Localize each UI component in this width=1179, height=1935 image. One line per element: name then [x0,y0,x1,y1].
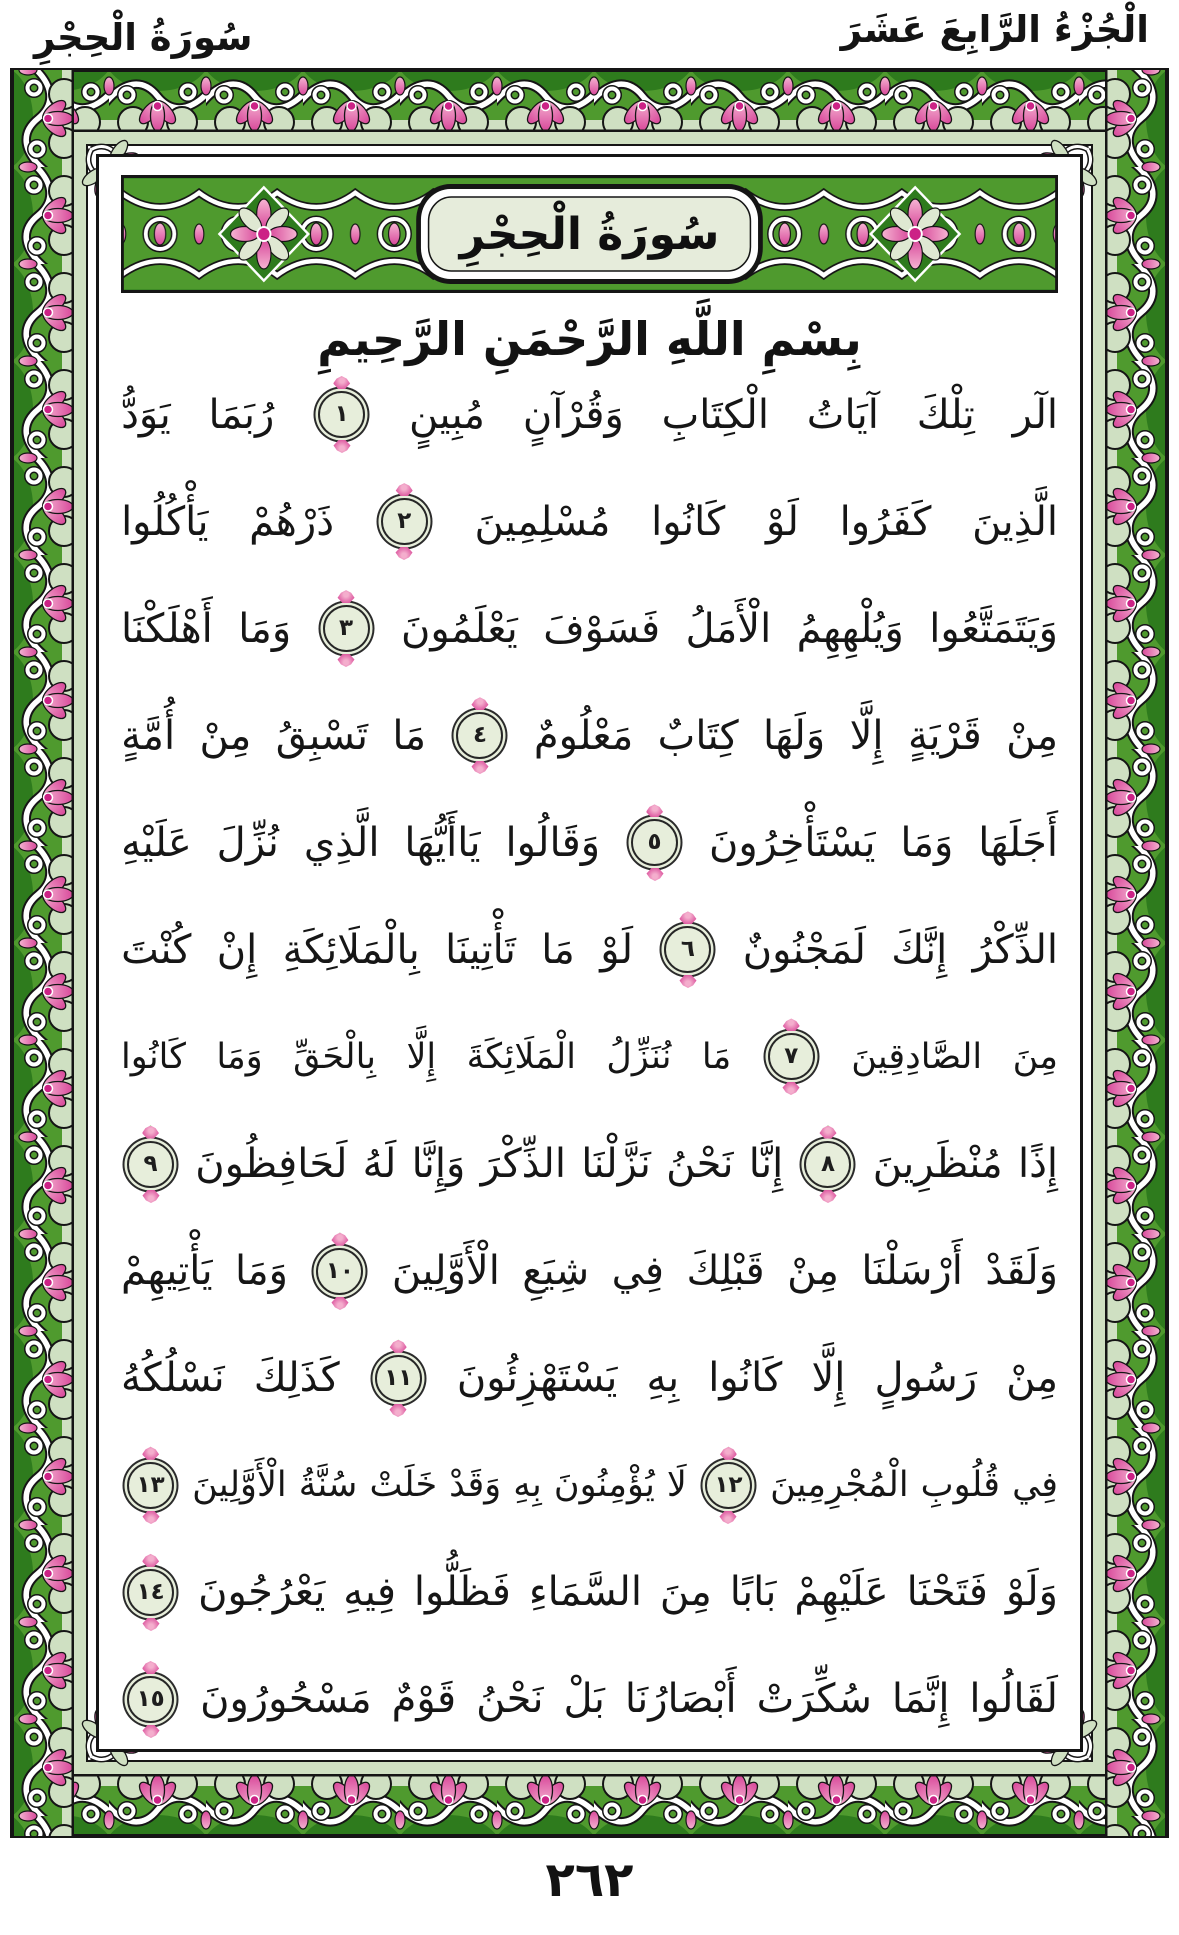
quran-word: كَذَلِكَ [253,1355,340,1402]
ayah-number: ١٣ [136,1471,165,1498]
quran-word: لَهُ [362,1141,397,1188]
surah-title-banner [121,175,1058,293]
quran-word: يَعْلَمُونَ [400,605,518,652]
quran-word: الْمُجْرِمِينَ [770,1465,909,1506]
quran-word: وَقَالُوا [505,819,601,866]
quran-line [121,1676,1058,1723]
quran-word: الْأَوَّلِينَ [391,1248,500,1295]
quran-line [121,1355,1058,1402]
quran-word: تَسْبِقُ [275,712,369,759]
border-band-right-ornament-icon [1105,70,1167,1836]
quran-word: الْمَلَائِكَةَ [466,1036,576,1077]
quran-word: وَلَقَدْ [985,1248,1058,1295]
quran-word: عَلَيْهِ [121,819,192,866]
quran-word: أَجَلَهَا [978,819,1058,866]
quran-word: إِنَّمَا [891,1676,950,1723]
ayah-number: ١٥ [136,1685,165,1712]
quran-word: لَمَجْنُونٌ [742,926,866,973]
quran-word: قُلُوبِ [920,1465,1000,1506]
quran-word: وَيُلْهِهِمُ [796,605,904,652]
quran-line [121,1248,1058,1295]
quran-word: يَعْرُجُونَ [198,1569,326,1616]
quran-word: تِلْكَ [916,391,975,438]
quran-word: الْكِتَابِ [661,391,769,438]
quran-word: وَمَا [238,605,292,652]
quran-line [121,926,1058,973]
quran-word: يَسْتَهْزِئُونَ [456,1355,618,1402]
quran-word: مَا [392,712,427,759]
quran-line [121,391,1058,438]
quran-word: بَابًا [729,1569,777,1616]
ayah-marker [127,1141,174,1188]
ayah-marker [127,1676,174,1723]
bismillah: بِسْمِ اللَّهِ الرَّحْمَنِ الرَّحِيمِ [317,312,862,366]
quran-word: إِذًا [1017,1141,1058,1188]
ayah-marker [127,1462,174,1509]
ayah-marker [631,819,678,866]
quran-word: نَسْلُكُهُ [121,1355,225,1402]
ayah-marker [768,1033,815,1080]
ayah-marker [318,391,365,438]
quran-word: فَسَوْفَ [543,605,661,652]
quran-word: وَإِنَّا [411,1141,466,1188]
quran-word: سُنَّةُ [298,1465,358,1506]
quran-word: مِنْ [787,1248,839,1295]
ayah-number: ٩ [143,1150,158,1177]
quran-word: مِنَ [1012,1036,1058,1077]
quran-word: مُبِينٍ [408,391,485,438]
quran-line [121,498,1058,545]
quran-word: مُسْلِمِينَ [474,498,611,545]
quran-word: وَلَوْ [1005,1569,1058,1616]
quran-word: كُنْتَ [121,926,192,973]
quran-word: يَسْتَأْخِرُونَ [708,819,876,866]
page-header [34,2,1149,64]
page-number: ٢٦٢ [545,1852,634,1908]
quran-word: بِهِ [513,1465,542,1506]
ayah-number: ٥ [647,829,662,856]
quran-word: فِي [1012,1465,1058,1506]
quran-word: أُمَّةٍ [121,712,176,759]
quran-word: فِي [611,1248,665,1295]
ayah-number: ١١ [384,1364,413,1391]
quran-word: يُؤْمِنُونَ [553,1465,655,1506]
quran-line [121,1033,1058,1080]
quran-word: الْأَمَلُ [685,605,772,652]
quran-word: نَزَّلْنَا [581,1141,651,1188]
ayah-number: ٨ [820,1150,836,1177]
ayah-number: ١٤ [136,1578,165,1605]
ayah-number: ١٠ [325,1257,354,1284]
quran-word: مَعْلُومٌ [533,712,634,759]
border-band-left-ornament-icon [12,70,74,1836]
quran-word: إِنَّكَ [891,926,948,973]
quran-word: مَا [701,1036,732,1077]
quran-word: الذِّكْرَ [480,1141,566,1188]
ayah-marker [375,1355,422,1402]
ayah-number: ٣ [339,615,354,642]
ornamental-frame [10,68,1169,1838]
quran-word: كَانُوا [651,498,726,545]
quran-word: مَا [541,926,575,973]
ayah-marker [316,1248,363,1295]
quran-word: كَانُوا [121,1036,186,1077]
quran-word: أَهْلَكْنَا [121,605,213,652]
surah-title: سُورَةُ الْحِجْرِ [459,208,720,260]
quran-word: وَقَدْ [449,1465,502,1506]
quran-word: مِنَ [659,1569,712,1616]
ayah-number: ١٢ [714,1471,743,1498]
quran-word: رَسُولٍ [874,1355,978,1402]
quran-line [121,1462,1058,1509]
quran-word: فَتَحْنَا [906,1569,988,1616]
quran-word: لَا [666,1465,687,1506]
ayah-number: ٦ [680,936,695,963]
quran-word: إِلَّا [406,1036,437,1077]
quran-word: نَحْنُ [666,1141,734,1188]
quran-word: آيَاتُ [806,391,879,438]
ayah-marker [323,605,370,652]
quran-word: قَرْيَةٍ [907,712,982,759]
ayah-number: ٧ [784,1043,799,1070]
quran-word: كَفَرُوا [839,498,932,545]
quran-word: يَأْكُلُوا [121,498,209,545]
quran-lines [115,385,1064,1741]
border-band-top-ornament-icon [12,70,1167,132]
juz-title: الْجُزْءُ الرَّابِعَ عَشَرَ [840,8,1149,51]
quran-word: لَوْ [600,926,634,973]
quran-word: لَوْ [766,498,799,545]
quran-word: أَبْصَارُنَا [624,1676,737,1723]
quran-word: ذَرْهُمْ [249,498,335,545]
quran-word: وَمَا [900,819,954,866]
quran-word: يَاأَيُّهَا [404,819,481,866]
quran-word: لَقَالُوا [969,1676,1058,1723]
ayah-number: ٤ [472,722,487,749]
quran-word: الَّذِينَ [972,498,1058,545]
quran-line [121,605,1058,652]
quran-word: يَأْتِيهِمْ [121,1248,213,1295]
quran-word: بِالْحَقِّ [293,1036,376,1077]
surah-running-title: سُورَةُ الْحِجْرِ [34,16,253,59]
quran-word: فَظَلُّوا [413,1569,511,1616]
quran-word: نَحْنُ [476,1676,544,1723]
quran-word: وَمَا [235,1248,288,1295]
quran-word: شِيَعِ [522,1248,590,1295]
quran-word: نُزِّلَ [216,819,279,866]
quran-word: بَلْ [563,1676,605,1723]
quran-word: مِنْ [199,712,252,759]
quran-word: خَلَتْ [369,1465,438,1506]
quran-word: رُبَمَا [208,391,275,438]
quran-line [121,1141,1058,1188]
quran-line [121,819,1058,866]
quran-word: بِالْمَلَائِكَةِ [282,926,420,973]
quran-word: إِلَّا [811,1355,846,1402]
ayah-marker [705,1462,752,1509]
quran-word: أَرْسَلْنَا [861,1248,963,1295]
quran-word: كَانُوا [708,1355,783,1402]
quran-word: وَقُرْآنٍ [522,391,624,438]
ayah-number: ١ [334,401,349,427]
quran-word: مِنْ [1006,712,1058,759]
quran-word: إِنْ [216,926,258,973]
quran-word: وَلَهَا [763,712,826,759]
quran-word: تَأْتِينَا [445,926,516,973]
quran-word: قَوْمٌ [391,1676,457,1723]
quran-word: كِتَابٌ [657,712,739,759]
quran-word: إِلَّا [849,712,884,759]
quran-word: الصَّادِقِينَ [851,1036,983,1077]
quran-word: سُكِّرَتْ [756,1676,872,1723]
ayah-marker [381,498,428,545]
quran-line [121,712,1058,759]
quran-word: وَمَا [216,1036,263,1077]
ayah-number: ٢ [397,508,412,535]
quran-word: الَّذِي [303,819,380,866]
ayah-marker [127,1569,174,1616]
ayah-marker [664,926,711,973]
text-content [115,163,1064,1741]
quran-word: مَسْحُورُونَ [200,1676,372,1723]
quran-word: السَّمَاءِ [528,1569,642,1616]
quran-word: فِيهِ [343,1569,396,1616]
quran-word: مُنْظَرِينَ [872,1141,1003,1188]
quran-word: قَبْلِكَ [686,1248,765,1295]
quran-line [121,1569,1058,1616]
quran-word: نُنَزِّلُ [606,1036,672,1077]
quran-word: الٓر [1012,391,1058,438]
quran-word: إِنَّا [748,1141,784,1188]
quran-word: يَوَدُّ [121,391,171,438]
quran-word: الذِّكْرُ [972,926,1058,973]
border-band-bottom-ornament-icon [12,1774,1167,1836]
quran-word: مِنْ [1006,1355,1058,1402]
text-rule-frame [96,154,1083,1752]
ayah-marker [804,1141,851,1188]
quran-word: وَيَتَمَتَّعُوا [929,605,1058,652]
quran-word: لَحَافِظُونَ [195,1141,348,1188]
quran-word: عَلَيْهِمْ [794,1569,889,1616]
quran-word: الْأَوَّلِينَ [192,1465,287,1506]
quran-word: بِهِ [646,1355,680,1402]
ayah-marker [456,712,503,759]
